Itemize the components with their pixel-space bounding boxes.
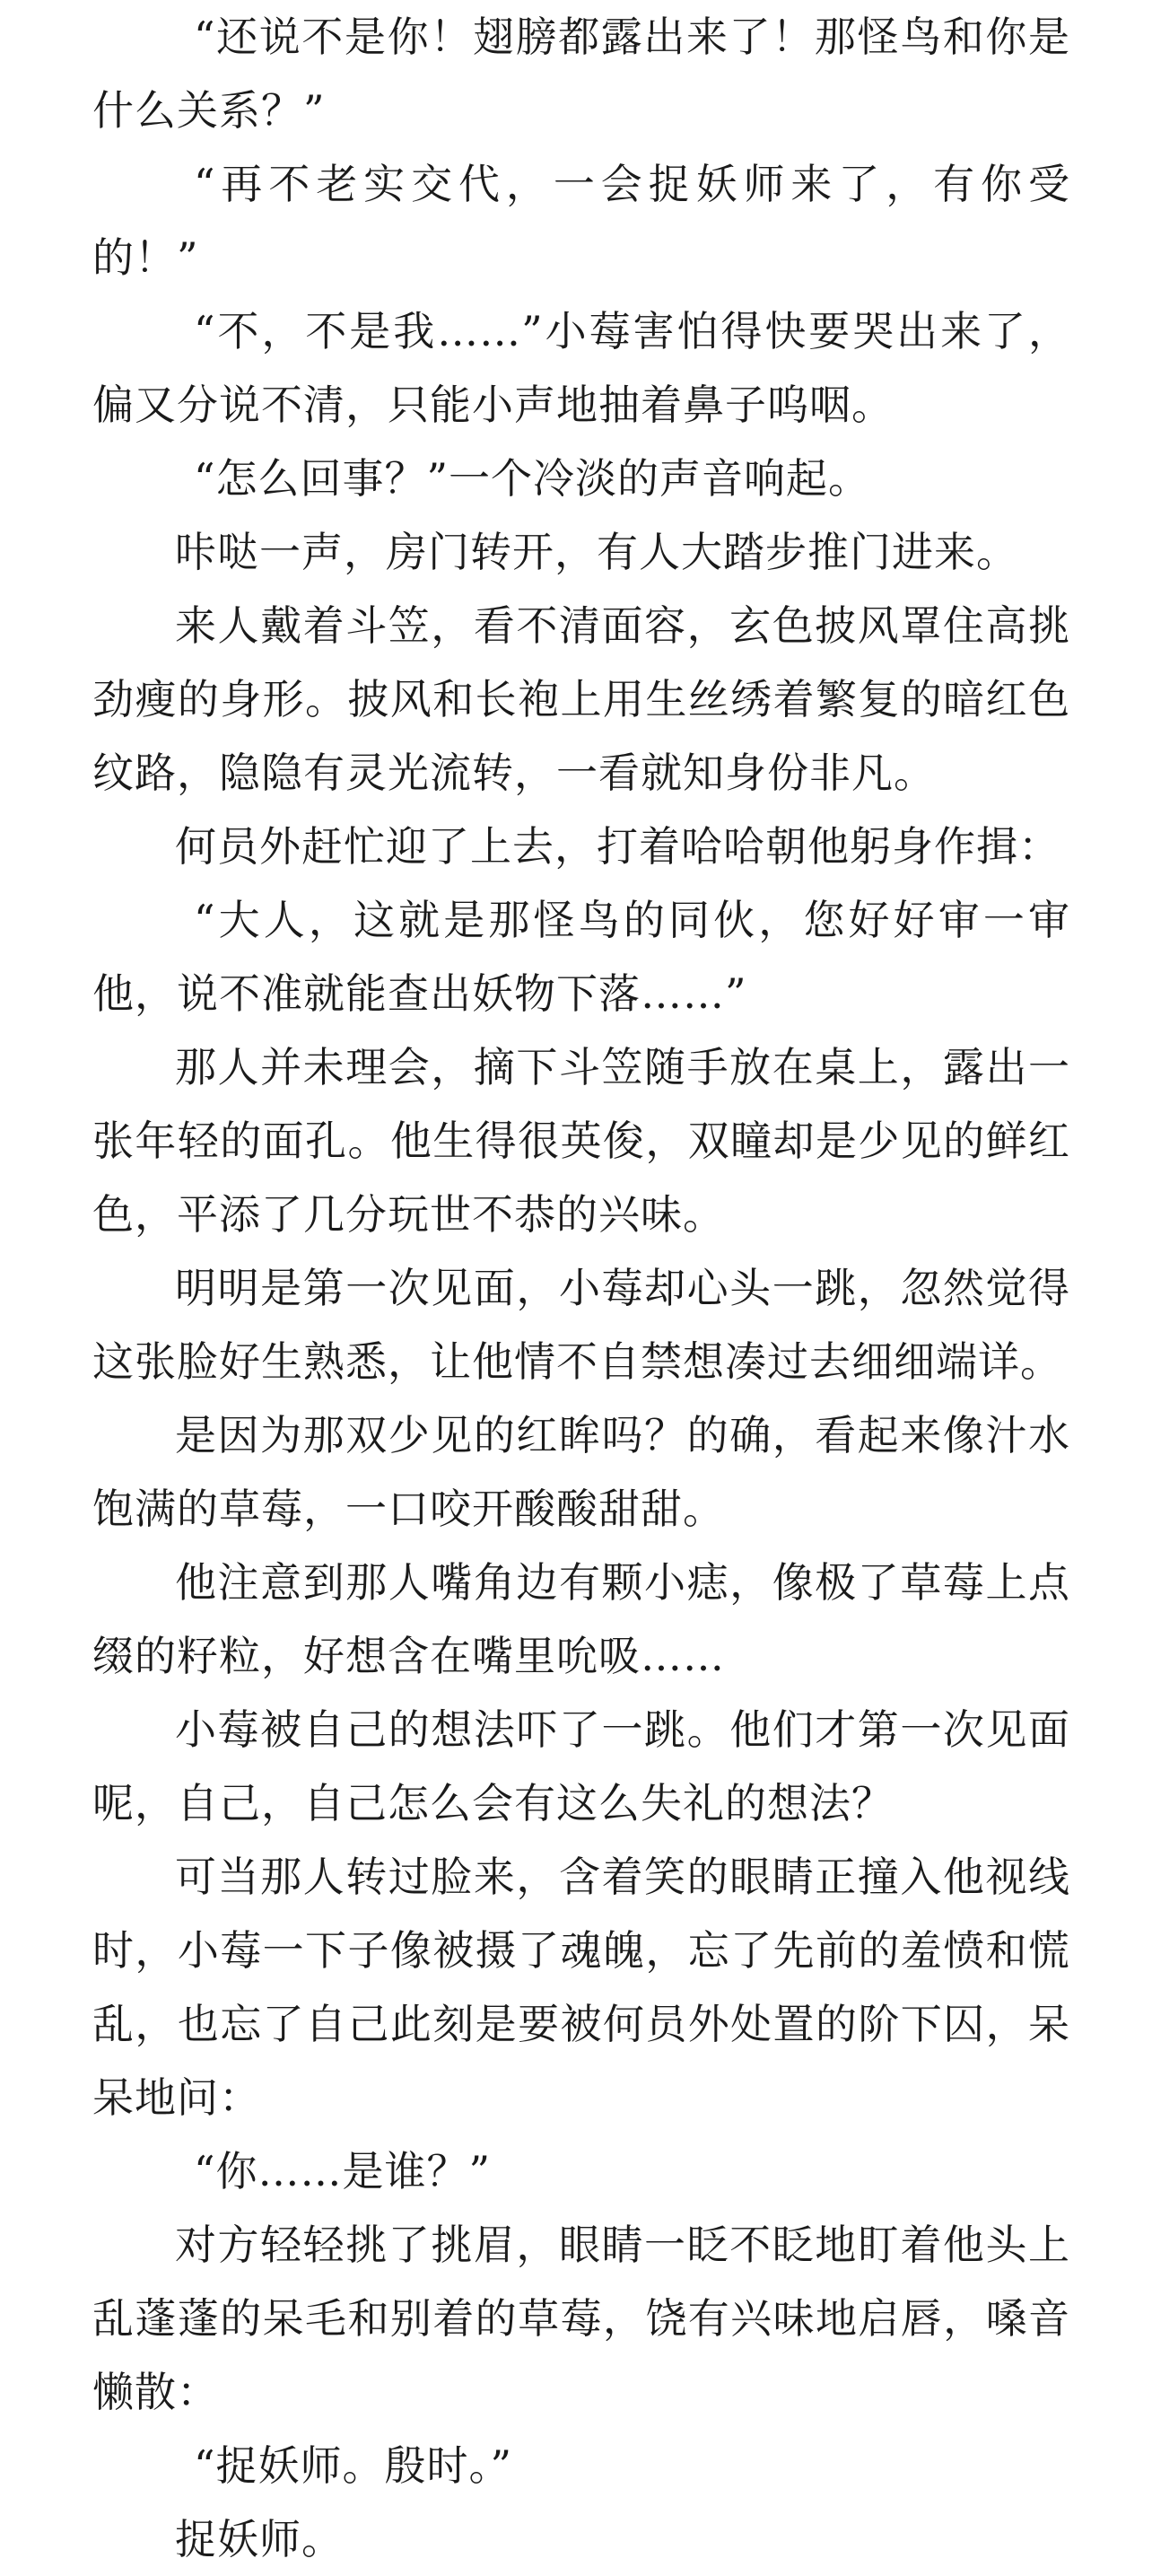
paragraph: 他注意到那人嘴角边有颗小痣，像极了草莓上点缀的籽粒，好想含在嘴里吮吸…… — [92, 1558, 1070, 1680]
paragraph: 明明是第一次见面，小莓却心头一跳，忽然觉得这张脸好生熟悉，让他情不自禁想凑过去细细端详。 — [92, 1264, 1070, 1386]
paragraph: 何员外赶忙迎了上去，打着哈哈朝他躬身作揖： — [175, 822, 1060, 871]
paragraph: 捉妖师。 — [175, 2515, 344, 2563]
paragraph: 小莓被自己的想法吓了一跳。他们才第一次见面呢，自己，自己怎么会有这么失礼的想法？ — [92, 1705, 1070, 1827]
paragraph: “再不老实交代，一会捉妖师来了，有你受的！” — [92, 160, 1070, 282]
paragraph: 咔哒一声，房门转开，有人大踏步推门进来。 — [175, 528, 1018, 576]
paragraph: “不，不是我……”小莓害怕得快要哭出来了，偏又分说不清，只能小声地抽着鼻子呜咽。 — [92, 307, 1070, 429]
paragraph: 那人并未理会，摘下斗笠随手放在桌上，露出一张年轻的面孔。他生得很英俊，双瞳却是少见的鲜红色，平添了几分玩世不恭的兴味。 — [92, 1043, 1070, 1239]
paragraph: 来人戴着斗笠，看不清面容，玄色披风罩住高挑劲瘦的身形。披风和长袍上用生丝绣着繁复的暗红色纹路，隐隐有灵光流转，一看就知身份非凡。 — [92, 601, 1070, 797]
paragraph: “你……是谁？” — [194, 2147, 492, 2195]
paragraph: “还说不是你！翅膀都露出来了！那怪鸟和你是什么关系？” — [92, 13, 1070, 135]
paragraph: “怎么回事？”一个冷淡的声音响起。 — [194, 454, 871, 503]
paragraph: 是因为那双少见的红眸吗？的确，看起来像汁水饱满的草莓，一口咬开酸酸甜甜。 — [92, 1411, 1070, 1533]
paragraph: 对方轻轻挑了挑眉，眼睛一眨不眨地盯着他头上乱蓬蓬的呆毛和别着的草莓，饶有兴味地启唇，嗓音懒散： — [92, 2221, 1070, 2416]
paragraph: “捉妖师。殷时。” — [194, 2441, 513, 2490]
story-text — [92, 0, 1070, 2576]
paragraph: “大人，这就是那怪鸟的同伙，您好好审一审他，说不准就能查出妖物下落……” — [92, 896, 1070, 1018]
paragraph: 可当那人转过脸来，含着笑的眼睛正撞入他视线时，小莓一下子像被摄了魂魄，忘了先前的羞愤和慌乱，也忘了自己此刻是要被何员外处置的阶下囚，呆呆地问： — [92, 1853, 1070, 2122]
